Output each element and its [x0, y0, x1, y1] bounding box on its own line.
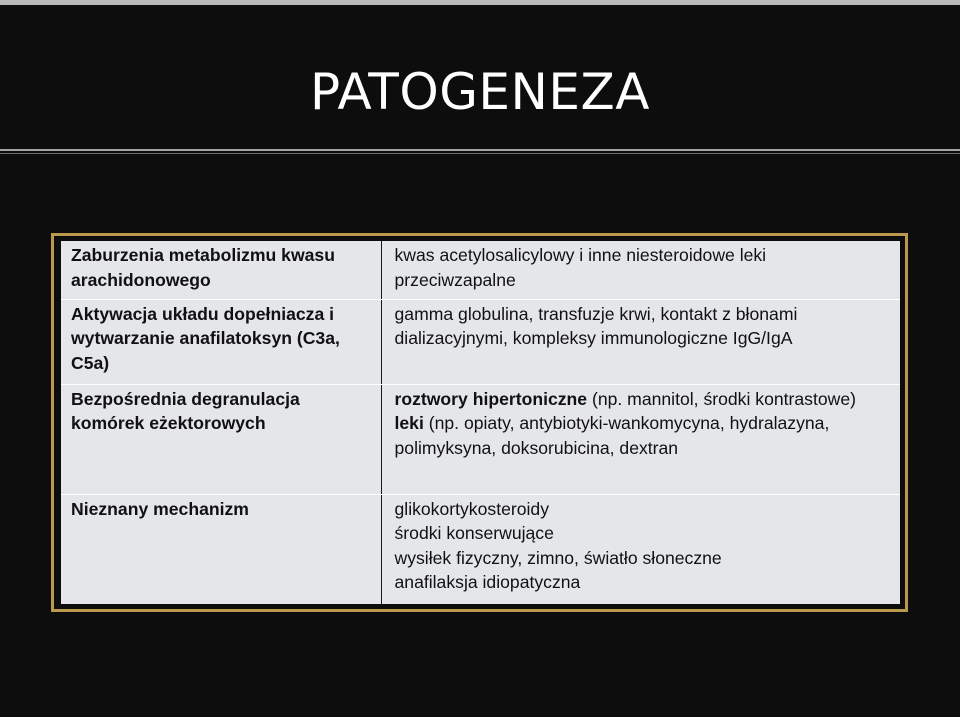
slide-title: PATOGENEZA: [310, 63, 650, 121]
pathogenesis-table: [61, 241, 900, 604]
example-text: anafilaksja idiopatyczna: [394, 572, 581, 592]
examples-cell: [381, 241, 900, 299]
example-item: [395, 387, 893, 412]
example-text: wysiłek fizyczny, zimno, światło słoneczne: [394, 547, 722, 568]
mechanism-cell: Zaburzenia metabolizmu kwasu arachidonowego: [61, 241, 381, 299]
example-text: glikokortykosteroidy: [394, 498, 549, 519]
table-row: [61, 241, 900, 299]
example-text: kwas acetylosalicylowy i inne niesteroidowe leki przeciwzapalne: [394, 245, 767, 290]
table-row: [61, 299, 900, 384]
examples-cell: [381, 494, 900, 604]
example-detail: (np. mannitol, środki kontrastowe): [587, 388, 856, 409]
examples-cell: [381, 299, 900, 384]
mechanism-cell: Nieznany mechanizm: [61, 494, 381, 604]
mechanism-cell: Aktywacja układu dopełniacza i wytwarzanie anafilatoksyn (C3a, C5a): [61, 299, 381, 384]
examples-cell: [381, 384, 900, 494]
table-row: [61, 494, 900, 604]
example-term: leki: [394, 413, 424, 433]
example-item: [395, 411, 893, 460]
example-detail: (np. opiaty, antybiotyki-wankomycyna, hydralazyna, polimyksyna, doksorubicina, dextran: [394, 413, 830, 458]
table-row: [61, 384, 900, 494]
mechanism-cell: Bezpośrednia degranulacja komórek eżektorowych: [61, 384, 381, 494]
example-text: środki konserwujące: [394, 523, 554, 543]
example-text: gamma globulina, transfuzje krwi, kontakt z błonami dializacyjnymi, kompleksy immunologiczne IgG/IgA: [394, 303, 798, 348]
top-accent-bar: [0, 0, 960, 5]
example-term: roztwory hipertoniczne: [394, 388, 588, 409]
title-divider: [0, 149, 960, 151]
title-divider-thin: [0, 153, 960, 154]
